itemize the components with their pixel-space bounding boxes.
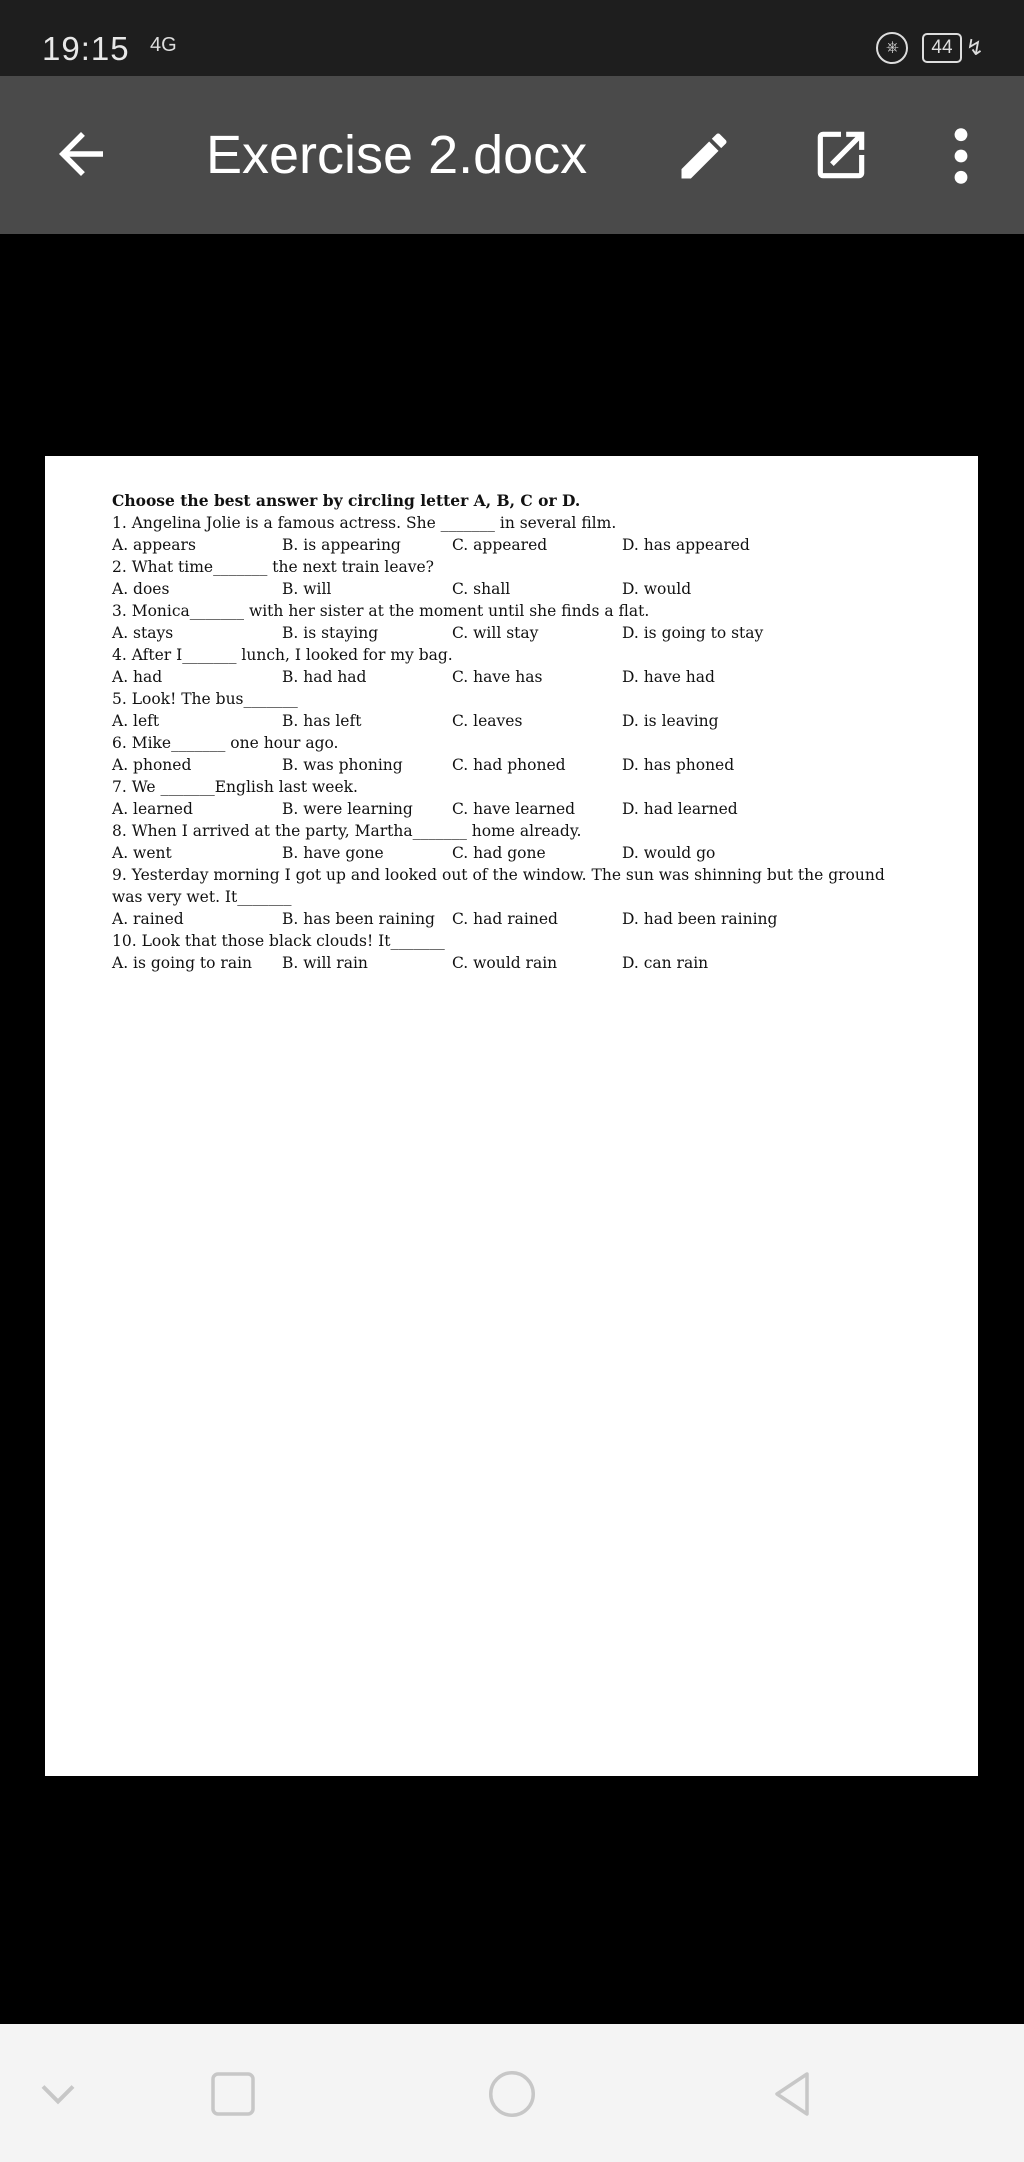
document-content bbox=[112, 490, 912, 974]
question-text: 6. Mike_______ one hour ago. bbox=[112, 734, 339, 752]
answer-options bbox=[112, 798, 912, 820]
answer-option: D. have had bbox=[622, 668, 715, 686]
answer-option: A. phoned bbox=[112, 756, 192, 774]
recent-apps-button[interactable] bbox=[203, 2064, 263, 2124]
square-icon bbox=[203, 2064, 263, 2124]
answer-option: B. had had bbox=[282, 668, 367, 686]
answer-option: A. is going to rain bbox=[112, 954, 253, 972]
answer-option: D. had learned bbox=[622, 800, 738, 818]
answer-option: B. were learning bbox=[282, 800, 413, 818]
answer-options bbox=[112, 754, 912, 776]
more-vert-icon bbox=[946, 124, 976, 188]
answer-option: A. does bbox=[112, 580, 170, 598]
answer-option: D. can rain bbox=[622, 954, 709, 972]
answer-options bbox=[112, 908, 912, 930]
charging-icon: ↯ bbox=[965, 35, 984, 60]
answer-option: D. had been raining bbox=[622, 910, 778, 928]
answer-options bbox=[112, 622, 912, 644]
more-options-button[interactable] bbox=[946, 124, 976, 188]
answer-option: B. will bbox=[282, 580, 332, 598]
answer-option: A. rained bbox=[112, 910, 184, 928]
answer-option: B. have gone bbox=[282, 844, 384, 862]
hide-keyboard-button[interactable] bbox=[28, 2064, 88, 2124]
triangle-back-icon bbox=[762, 2064, 822, 2124]
navigation-bar bbox=[0, 2024, 1024, 2162]
answer-options bbox=[112, 666, 912, 688]
answer-option: D. is leaving bbox=[622, 712, 719, 730]
answer-option: A. stays bbox=[112, 624, 174, 642]
answer-option: A. left bbox=[112, 712, 160, 730]
home-button[interactable] bbox=[482, 2064, 542, 2124]
question-text: 5. Look! The bus_______ bbox=[112, 690, 298, 708]
status-time: 19:15 bbox=[42, 30, 130, 67]
answer-option: C. leaves bbox=[452, 712, 523, 730]
answer-option: B. has been raining bbox=[282, 910, 435, 928]
answer-option: A. had bbox=[112, 668, 163, 686]
answer-option: B. is appearing bbox=[282, 536, 401, 554]
rotation-lock-icon: ⎈ bbox=[876, 32, 908, 64]
question-text: 1. Angelina Jolie is a famous actress. She _______ in several film. bbox=[112, 514, 617, 532]
back-nav-button[interactable] bbox=[762, 2064, 822, 2124]
answer-option: D. has phoned bbox=[622, 756, 735, 774]
circle-icon bbox=[482, 2064, 542, 2124]
answer-option: C. had rained bbox=[452, 910, 558, 928]
answer-option: C. shall bbox=[452, 580, 511, 598]
document-heading: Choose the best answer by circling letter A, B, C or D. bbox=[112, 491, 581, 510]
answer-option: D. is going to stay bbox=[622, 624, 764, 642]
answer-option: C. would rain bbox=[452, 954, 558, 972]
answer-option: C. had phoned bbox=[452, 756, 566, 774]
answer-option: C. had gone bbox=[452, 844, 546, 862]
question-text: 7. We _______English last week. bbox=[112, 778, 358, 796]
answer-option: C. have learned bbox=[452, 800, 576, 818]
status-bar bbox=[0, 0, 1024, 76]
answer-options bbox=[112, 578, 912, 600]
document-page[interactable] bbox=[45, 456, 978, 1776]
question-text: 4. After I_______ lunch, I looked for my bag. bbox=[112, 646, 453, 664]
back-button[interactable] bbox=[48, 121, 114, 187]
answer-options bbox=[112, 534, 912, 556]
answer-option: C. appeared bbox=[452, 536, 548, 554]
app-bar bbox=[0, 76, 1024, 234]
pencil-icon bbox=[674, 126, 734, 186]
network-indicator: 4G bbox=[150, 34, 177, 56]
edit-button[interactable] bbox=[674, 126, 734, 186]
answer-option: A. appears bbox=[112, 536, 196, 554]
answer-options bbox=[112, 952, 912, 974]
arrow-left-icon bbox=[48, 121, 114, 187]
question-text: 10. Look that those black clouds! It_______ bbox=[112, 932, 445, 950]
question-text: 8. When I arrived at the party, Martha_______ home already. bbox=[112, 822, 582, 840]
battery-level: 44 bbox=[922, 33, 961, 63]
answer-option: B. was phoning bbox=[282, 756, 403, 774]
answer-option: D. would go bbox=[622, 844, 716, 862]
answer-options bbox=[112, 842, 912, 864]
answer-options bbox=[112, 710, 912, 732]
answer-option: B. is staying bbox=[282, 624, 379, 642]
chevron-down-icon bbox=[28, 2064, 88, 2124]
answer-option: C. have has bbox=[452, 668, 543, 686]
status-right bbox=[876, 32, 984, 64]
answer-option: B. will rain bbox=[282, 954, 368, 972]
answer-option: D. would bbox=[622, 580, 692, 598]
answer-option: A. went bbox=[112, 844, 172, 862]
question-text: 2. What time_______ the next train leave? bbox=[112, 558, 434, 576]
answer-option: A. learned bbox=[112, 800, 193, 818]
open-external-button[interactable] bbox=[810, 124, 872, 186]
question-text: 3. Monica_______ with her sister at the moment until she finds a flat. bbox=[112, 602, 650, 620]
document-title: Exercise 2.docx bbox=[206, 125, 588, 185]
question-text: 9. Yesterday morning I got up and looked out of the window. The sun was shinning but the ground was very wet. It_______ bbox=[112, 866, 885, 906]
open-external-icon bbox=[810, 124, 872, 186]
answer-option: C. will stay bbox=[452, 624, 539, 642]
question-list bbox=[112, 512, 912, 974]
answer-option: B. has left bbox=[282, 712, 362, 730]
answer-option: D. has appeared bbox=[622, 536, 750, 554]
